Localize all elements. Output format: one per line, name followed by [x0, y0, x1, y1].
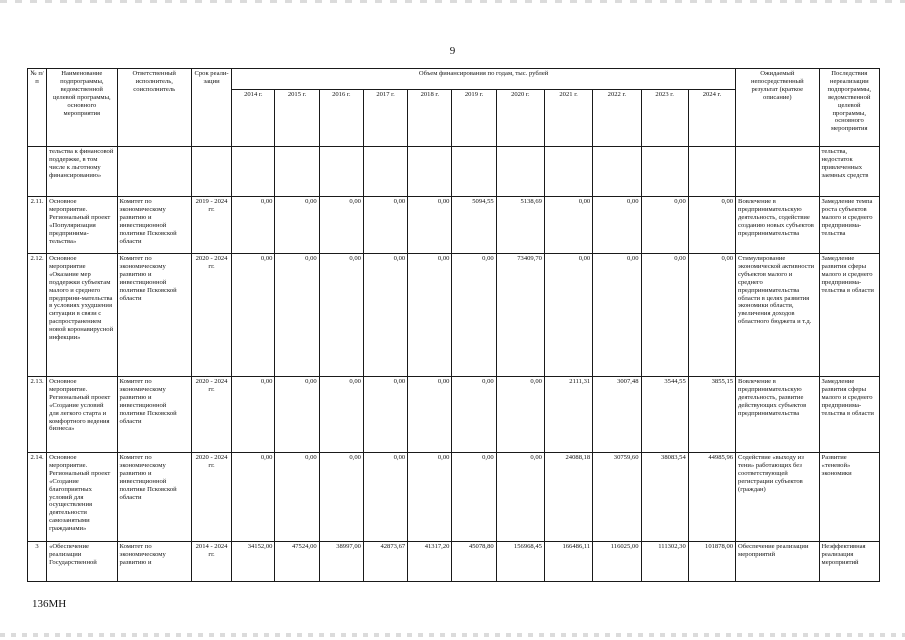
- header-year: 2014 г.: [232, 90, 275, 147]
- funding-cell: 0,00: [408, 197, 452, 254]
- row-name: «Обеспечение реализации Государственной: [47, 542, 117, 582]
- funding-cell: [452, 147, 496, 197]
- header-name: Наименование подпрограммы, ведомственной целевой программы, основного мероприятия: [47, 69, 117, 147]
- table-row: [28, 147, 880, 197]
- funding-cell: 0,00: [496, 377, 544, 453]
- funding-cell: 0,00: [319, 254, 363, 377]
- page-number: 9: [449, 45, 456, 57]
- row-name: Основное мероприятие. Региональный проект «Создание условий для легкого старта и комфортного ведения бизнеса»: [47, 377, 117, 453]
- row-executor: Комитет по экономическому развитию и инвестиционной политике Псковской области: [117, 377, 191, 453]
- funding-cell: 3855,15: [688, 377, 735, 453]
- funding-cell: [408, 147, 452, 197]
- funding-cell: 0,00: [496, 453, 544, 542]
- row-term: 2019 - 2024 гг.: [191, 197, 231, 254]
- funding-cell: 156968,45: [496, 542, 544, 582]
- funding-cell: 73409,70: [496, 254, 544, 377]
- row-result: Обеспечение реализации мероприятий: [736, 542, 819, 582]
- document-code: 136МН: [32, 598, 67, 610]
- header-year: 2019 г.: [452, 90, 496, 147]
- funding-cell: 0,00: [232, 453, 275, 542]
- header-consequences: Последствия нереализации подпрограммы, ведомственной целевой программы, основного мероприятия: [819, 69, 879, 147]
- funding-cell: 38083,54: [641, 453, 688, 542]
- funding-cell: 0,00: [275, 453, 319, 542]
- funding-cell: [544, 147, 592, 197]
- funding-cell: 0,00: [452, 377, 496, 453]
- row-executor: Комитет по экономическому развитию и инвестиционной политике Псковской области: [117, 453, 191, 542]
- funding-cell: 0,00: [363, 197, 407, 254]
- funding-cell: 34152,00: [232, 542, 275, 582]
- funding-cell: [319, 147, 363, 197]
- funding-cell: 38997,00: [319, 542, 363, 582]
- funding-cell: 116025,00: [593, 542, 641, 582]
- funding-cell: 166486,11: [544, 542, 592, 582]
- funding-cell: 0,00: [319, 377, 363, 453]
- header-year: 2017 г.: [363, 90, 407, 147]
- funding-cell: 0,00: [452, 453, 496, 542]
- scan-edge-bottom: [0, 633, 905, 637]
- funding-cell: 0,00: [275, 197, 319, 254]
- header-row: [28, 69, 880, 90]
- header-year: 2018 г.: [408, 90, 452, 147]
- header-year: 2022 г.: [593, 90, 641, 147]
- funding-cell: 41317,20: [408, 542, 452, 582]
- header-year: 2015 г.: [275, 90, 319, 147]
- funding-cell: 42873,67: [363, 542, 407, 582]
- row-term: 2020 - 2024 гг.: [191, 377, 231, 453]
- funding-cell: 45078,80: [452, 542, 496, 582]
- row-executor: [117, 147, 191, 197]
- funding-cell: 44985,96: [688, 453, 735, 542]
- funding-cell: 0,00: [232, 197, 275, 254]
- funding-cell: [593, 147, 641, 197]
- row-number: 3: [28, 542, 47, 582]
- row-number: [28, 147, 47, 197]
- funding-cell: 3544,55: [641, 377, 688, 453]
- row-consequences: Замедление развития сферы малого и среднего предпринима-тельства в области: [819, 254, 879, 377]
- funding-cell: 0,00: [319, 453, 363, 542]
- funding-cell: 0,00: [319, 197, 363, 254]
- funding-cell: 0,00: [544, 197, 592, 254]
- funding-cell: 0,00: [641, 197, 688, 254]
- row-consequences: Развитие «теневой» экономики: [819, 453, 879, 542]
- row-consequences: Неэффективная реализация мероприятий: [819, 542, 879, 582]
- row-consequences: Замедление развития сферы малого и среднего предпринима-тельства в области: [819, 377, 879, 453]
- funding-cell: 0,00: [688, 254, 735, 377]
- funding-cell: 47524,00: [275, 542, 319, 582]
- funding-cell: 0,00: [408, 254, 452, 377]
- row-name: Основное мероприятие. Региональный проект «Популяризация предпринима-тельства»: [47, 197, 117, 254]
- row-consequences: Замедление темпа роста субъектов малого и среднего предпринима-тельства: [819, 197, 879, 254]
- row-term: [191, 147, 231, 197]
- funding-cell: 0,00: [232, 377, 275, 453]
- header-funding: Объем финансирования по годам, тыс. рублей: [232, 69, 736, 90]
- table-row: [28, 542, 880, 582]
- funding-cell: 0,00: [593, 197, 641, 254]
- row-result: Стимулирование экономической активности субъектов малого и среднего предпринимательства области в целях развития экономики области, увеличения доходов областного бюджета и т.д.: [736, 254, 819, 377]
- header-year: 2024 г.: [688, 90, 735, 147]
- row-term: 2020 - 2024 гг.: [191, 453, 231, 542]
- header-executor: Ответственный исполнитель, соисполнитель: [117, 69, 191, 147]
- row-term: 2014 - 2024 гг.: [191, 542, 231, 582]
- header-year: 2021 г.: [544, 90, 592, 147]
- funding-cell: [232, 147, 275, 197]
- funding-cell: 0,00: [641, 254, 688, 377]
- funding-cell: [688, 147, 735, 197]
- funding-cell: 0,00: [363, 377, 407, 453]
- row-number: 2.14.: [28, 453, 47, 542]
- row-number: 2.11.: [28, 197, 47, 254]
- header-year: 2016 г.: [319, 90, 363, 147]
- row-executor: Комитет по экономическому развитию и инвестиционной политике Псковской области: [117, 254, 191, 377]
- funding-cell: 111302,30: [641, 542, 688, 582]
- row-executor: Комитет по экономическому развитию и: [117, 542, 191, 582]
- funding-cell: 0,00: [232, 254, 275, 377]
- row-number: 2.12.: [28, 254, 47, 377]
- table-row: [28, 453, 880, 542]
- funding-cell: [496, 147, 544, 197]
- funding-cell: 0,00: [593, 254, 641, 377]
- funding-cell: 0,00: [363, 453, 407, 542]
- scan-edge-top: [0, 0, 905, 3]
- header-year: 2023 г.: [641, 90, 688, 147]
- row-name: тельства к финансовой поддержке, в том числе к льготному финансированию»: [47, 147, 117, 197]
- row-term: 2020 - 2024 гг.: [191, 254, 231, 377]
- header-term: Срок реали-зации: [191, 69, 231, 147]
- row-name: Основное мероприятие «Оказание мер поддержки субъектам малого и среднего предприни-мательства в условиях ухудшения ситуации в связи с распространением новой коронавирусной инфекции»: [47, 254, 117, 377]
- funding-cell: 101878,00: [688, 542, 735, 582]
- header-year: 2020 г.: [496, 90, 544, 147]
- funding-cell: 0,00: [408, 377, 452, 453]
- funding-cell: 0,00: [452, 254, 496, 377]
- row-result: Вовлечение в предпринимательскую деятельность, содействие созданию новых субъектов предпринимательства: [736, 197, 819, 254]
- table-row: [28, 377, 880, 453]
- table-row: [28, 254, 880, 377]
- row-result: Вовлечение в предпринимательскую деятельность, развитие действующих субъектов предпринимательства: [736, 377, 819, 453]
- funding-cell: 0,00: [363, 254, 407, 377]
- row-executor: Комитет по экономическому развитию и инвестиционной политике Псковской области: [117, 197, 191, 254]
- funding-cell: 0,00: [408, 453, 452, 542]
- funding-cell: 0,00: [275, 377, 319, 453]
- funding-cell: 24088,18: [544, 453, 592, 542]
- funding-cell: 0,00: [275, 254, 319, 377]
- funding-cell: 2111,31: [544, 377, 592, 453]
- funding-cell: 5094,55: [452, 197, 496, 254]
- program-funding-table: [27, 68, 880, 582]
- funding-cell: 5138,69: [496, 197, 544, 254]
- row-number: 2.13.: [28, 377, 47, 453]
- row-consequences: тельства, недостаток привлеченных заемных средств: [819, 147, 879, 197]
- funding-cell: 0,00: [688, 197, 735, 254]
- row-result: [736, 147, 819, 197]
- funding-cell: [363, 147, 407, 197]
- table-row: [28, 197, 880, 254]
- funding-cell: 3007,48: [593, 377, 641, 453]
- header-result: Ожидаемый непосредственный результат (краткое описание): [736, 69, 819, 147]
- header-no: № п/п: [28, 69, 47, 147]
- funding-cell: 30759,60: [593, 453, 641, 542]
- funding-cell: [275, 147, 319, 197]
- row-name: Основное мероприятие. Региональный проект «Создание благоприятных условий для осуществления деятельности самозанятыми гражданами»: [47, 453, 117, 542]
- funding-cell: 0,00: [544, 254, 592, 377]
- row-result: Содействие «выходу из тени» работающих без соответствующей регистрации субъектов (граждан): [736, 453, 819, 542]
- funding-cell: [641, 147, 688, 197]
